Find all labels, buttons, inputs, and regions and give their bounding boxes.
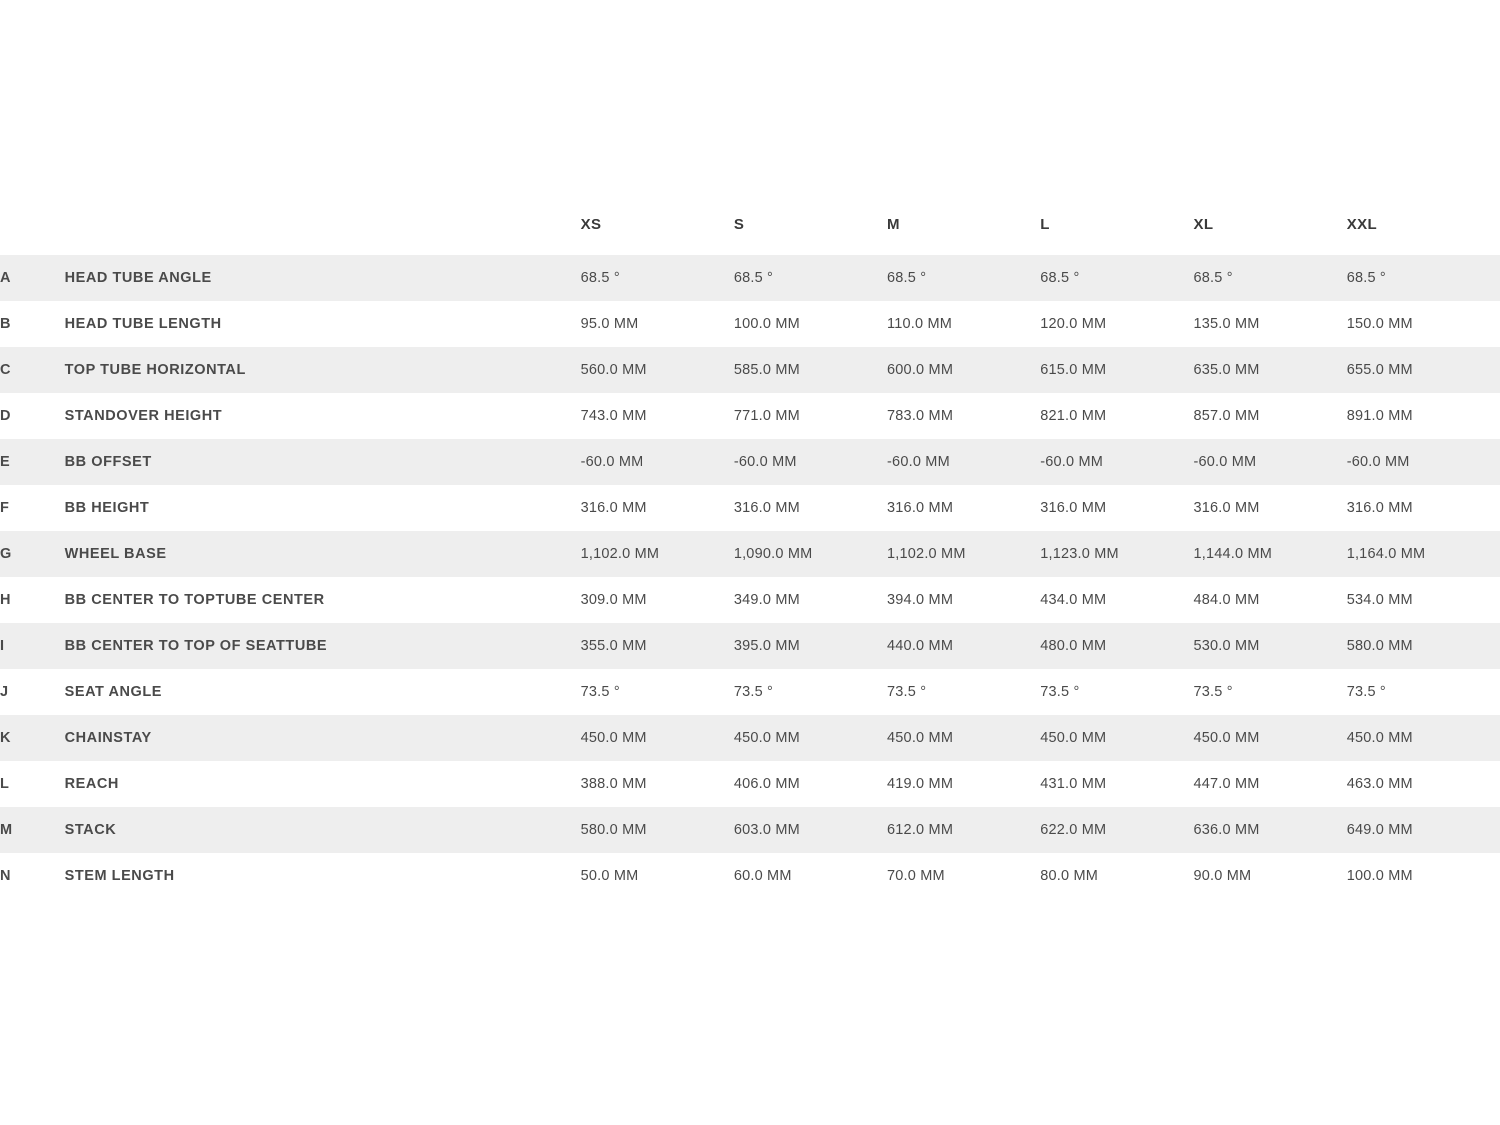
cell-l: 431.0 MM [1040,761,1193,807]
cell-xl: 530.0 MM [1193,623,1346,669]
row-letter: C [0,347,65,393]
cell-xl: -60.0 MM [1193,439,1346,485]
cell-m: 110.0 MM [887,301,1040,347]
row-label: SEAT ANGLE [65,669,581,715]
cell-l: -60.0 MM [1040,439,1193,485]
cell-xl: 636.0 MM [1193,807,1346,853]
cell-xs: 580.0 MM [581,807,734,853]
cell-xl: 484.0 MM [1193,577,1346,623]
header-size-m: M [887,210,1040,255]
cell-l: 450.0 MM [1040,715,1193,761]
table-row [0,669,1500,715]
table-row [0,853,1500,899]
cell-m: 612.0 MM [887,807,1040,853]
cell-s: 73.5 ° [734,669,887,715]
cell-xs: 50.0 MM [581,853,734,899]
row-label: BB HEIGHT [65,485,581,531]
cell-s: 585.0 MM [734,347,887,393]
header-size-s: S [734,210,887,255]
cell-s: 450.0 MM [734,715,887,761]
cell-s: 395.0 MM [734,623,887,669]
cell-xl: 447.0 MM [1193,761,1346,807]
table-row [0,301,1500,347]
cell-m: 1,102.0 MM [887,531,1040,577]
cell-m: 70.0 MM [887,853,1040,899]
row-letter: J [0,669,65,715]
row-letter: H [0,577,65,623]
cell-xl: 135.0 MM [1193,301,1346,347]
table-row [0,715,1500,761]
row-label: HEAD TUBE LENGTH [65,301,581,347]
cell-m: 450.0 MM [887,715,1040,761]
cell-xl: 90.0 MM [1193,853,1346,899]
table-row [0,577,1500,623]
cell-l: 73.5 ° [1040,669,1193,715]
row-letter: F [0,485,65,531]
table-row [0,623,1500,669]
table-row [0,347,1500,393]
cell-xxl: 463.0 MM [1347,761,1500,807]
cell-m: -60.0 MM [887,439,1040,485]
header-row [0,210,1500,255]
cell-xxl: 68.5 ° [1347,255,1500,301]
cell-l: 480.0 MM [1040,623,1193,669]
cell-s: 316.0 MM [734,485,887,531]
table-header [0,210,1500,255]
cell-xs: 388.0 MM [581,761,734,807]
cell-l: 622.0 MM [1040,807,1193,853]
cell-s: -60.0 MM [734,439,887,485]
cell-xs: 309.0 MM [581,577,734,623]
cell-xs: 560.0 MM [581,347,734,393]
cell-xxl: 534.0 MM [1347,577,1500,623]
cell-xl: 857.0 MM [1193,393,1346,439]
cell-xl: 1,144.0 MM [1193,531,1346,577]
cell-l: 615.0 MM [1040,347,1193,393]
table-body [0,255,1500,899]
row-label: WHEEL BASE [65,531,581,577]
cell-l: 1,123.0 MM [1040,531,1193,577]
row-label: CHAINSTAY [65,715,581,761]
cell-s: 68.5 ° [734,255,887,301]
table-row [0,439,1500,485]
cell-xxl: 316.0 MM [1347,485,1500,531]
cell-m: 68.5 ° [887,255,1040,301]
cell-xs: 73.5 ° [581,669,734,715]
row-letter: D [0,393,65,439]
cell-l: 316.0 MM [1040,485,1193,531]
cell-s: 100.0 MM [734,301,887,347]
cell-xxl: 1,164.0 MM [1347,531,1500,577]
cell-xs: 1,102.0 MM [581,531,734,577]
header-size-xxl: XXL [1347,210,1500,255]
table-row [0,531,1500,577]
header-size-xl: XL [1193,210,1346,255]
row-label: BB OFFSET [65,439,581,485]
cell-s: 1,090.0 MM [734,531,887,577]
row-letter: E [0,439,65,485]
row-letter: G [0,531,65,577]
cell-m: 440.0 MM [887,623,1040,669]
header-letter [0,210,65,255]
header-size-l: L [1040,210,1193,255]
cell-m: 419.0 MM [887,761,1040,807]
row-label: STANDOVER HEIGHT [65,393,581,439]
cell-xs: 743.0 MM [581,393,734,439]
table-row [0,807,1500,853]
table-row [0,393,1500,439]
cell-xs: 355.0 MM [581,623,734,669]
table-row [0,255,1500,301]
cell-xxl: 649.0 MM [1347,807,1500,853]
cell-l: 434.0 MM [1040,577,1193,623]
cell-xl: 635.0 MM [1193,347,1346,393]
cell-xs: 316.0 MM [581,485,734,531]
cell-xl: 316.0 MM [1193,485,1346,531]
geometry-table-wrapper [0,210,1500,899]
cell-s: 60.0 MM [734,853,887,899]
row-label: HEAD TUBE ANGLE [65,255,581,301]
row-label: TOP TUBE HORIZONTAL [65,347,581,393]
row-letter: M [0,807,65,853]
row-letter: L [0,761,65,807]
cell-xxl: 580.0 MM [1347,623,1500,669]
geometry-table [0,210,1500,899]
cell-xxl: 73.5 ° [1347,669,1500,715]
cell-xxl: -60.0 MM [1347,439,1500,485]
cell-m: 73.5 ° [887,669,1040,715]
cell-xxl: 891.0 MM [1347,393,1500,439]
cell-m: 316.0 MM [887,485,1040,531]
cell-l: 68.5 ° [1040,255,1193,301]
cell-s: 406.0 MM [734,761,887,807]
row-label: STACK [65,807,581,853]
row-letter: B [0,301,65,347]
row-letter: N [0,853,65,899]
cell-xl: 450.0 MM [1193,715,1346,761]
row-label: REACH [65,761,581,807]
table-row [0,761,1500,807]
cell-xxl: 450.0 MM [1347,715,1500,761]
row-letter: A [0,255,65,301]
cell-l: 120.0 MM [1040,301,1193,347]
cell-l: 80.0 MM [1040,853,1193,899]
cell-m: 394.0 MM [887,577,1040,623]
cell-s: 349.0 MM [734,577,887,623]
cell-s: 603.0 MM [734,807,887,853]
cell-xxl: 150.0 MM [1347,301,1500,347]
cell-xxl: 655.0 MM [1347,347,1500,393]
cell-l: 821.0 MM [1040,393,1193,439]
row-letter: I [0,623,65,669]
cell-xs: 68.5 ° [581,255,734,301]
row-label: STEM LENGTH [65,853,581,899]
cell-m: 600.0 MM [887,347,1040,393]
cell-xl: 73.5 ° [1193,669,1346,715]
cell-xs: -60.0 MM [581,439,734,485]
cell-xs: 450.0 MM [581,715,734,761]
row-label: BB CENTER TO TOPTUBE CENTER [65,577,581,623]
row-label: BB CENTER TO TOP OF SEATTUBE [65,623,581,669]
header-measurement-name [65,210,581,255]
cell-xl: 68.5 ° [1193,255,1346,301]
cell-xs: 95.0 MM [581,301,734,347]
row-letter: K [0,715,65,761]
cell-xxl: 100.0 MM [1347,853,1500,899]
cell-s: 771.0 MM [734,393,887,439]
cell-m: 783.0 MM [887,393,1040,439]
header-size-xs: XS [581,210,734,255]
table-row [0,485,1500,531]
